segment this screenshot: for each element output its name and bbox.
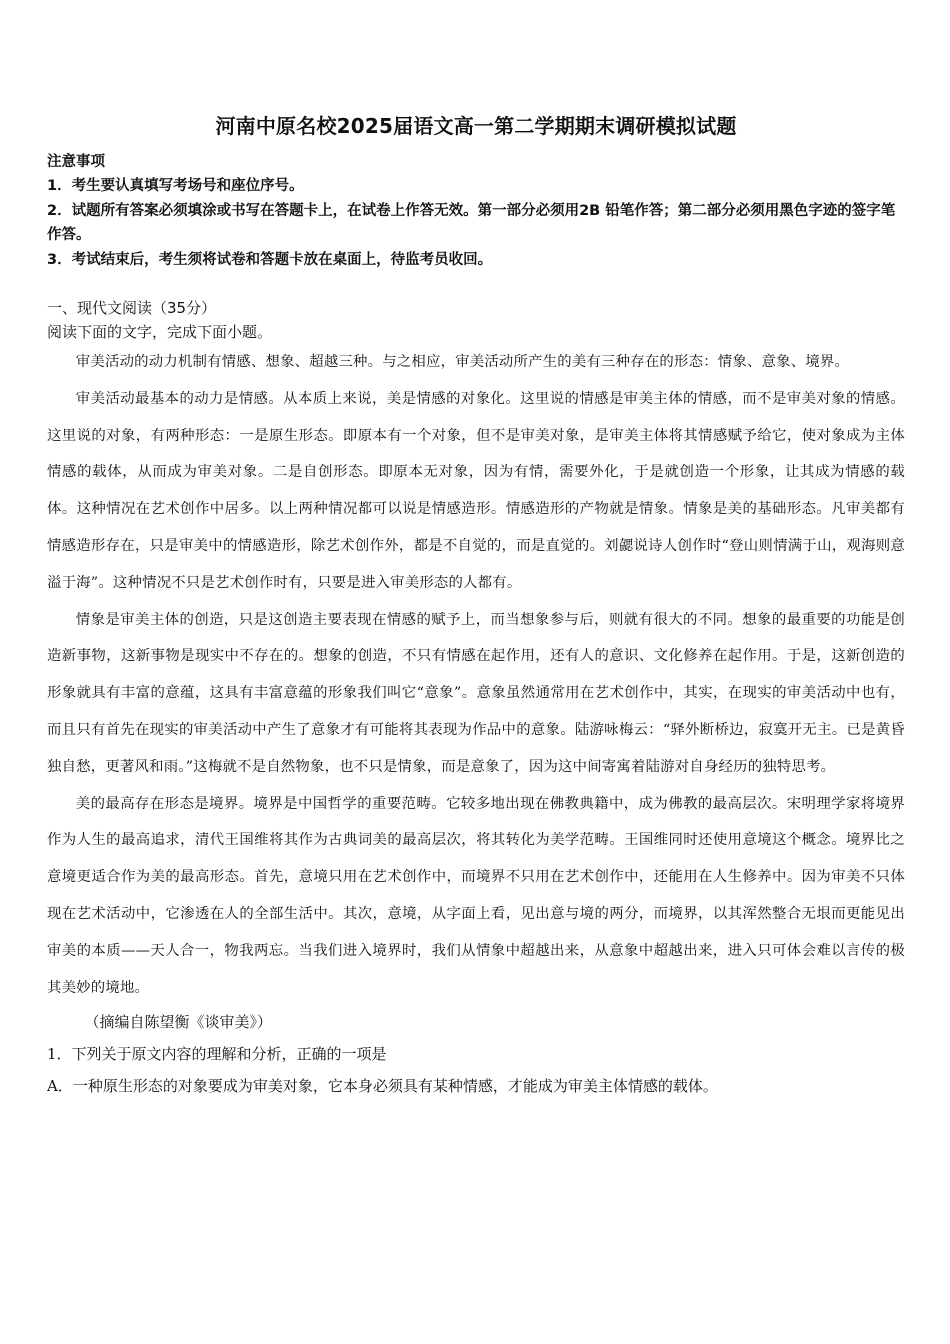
notice-heading: 注意事项 [47, 154, 105, 170]
option-a: A．一种原生形态的对象要成为审美对象，它本身必须具有某种情感，才能成为审美主体情感的载体。 [47, 1077, 718, 1096]
notice-block [47, 150, 905, 272]
passage-source: （摘编自陈望衡《谈审美》） [84, 1013, 273, 1032]
notice-item-2: 2．试题所有答案必须填涂或书写在答题卡上，在试卷上作答无效。第一部分必须用2B 铅笔作答；第二部分必须用黑色字迹的签字笔作答。 [47, 202, 896, 243]
section-intro: 阅读下面的文字，完成下面小题。 [47, 323, 273, 341]
passage-paragraph-1: 审美活动的动力机制有情感、想象、超越三种。与之相应，审美活动所产生的美有三种存在的形态：情象、意象、境界。 [75, 354, 850, 370]
notice-item-1: 1．考生要认真填写考场号和座位序号。 [47, 178, 304, 194]
passage-paragraph-4: 美的最高存在形态是境界。境界是中国哲学的重要范畴。它较多地出现在佛教典籍中，成为佛教的最高层次。宋明理学家将境界作为人生的最高追求，清代王国维将其作为古典词美的最高层次，将其转化为美学范畴。王国维同时还使用意境这个概念。境界比之意境更适合作为美的最高形态。首先，意境只用在艺术创作中，而境界不只用在艺术创作中，还能用在人生修养中。因为审美不只体现在艺术活动中，它渗透在人的全部生活中。其次，意境，从字面上看，见出意与境的两分，而境界，以其浑然整合无垠而更能见出审美的本质——天人合一，物我两忘。当我们进入境界时，我们从情象中超越出来，从意象中超越出来，进入只可体会难以言传的极其美妙的境地。 [47, 795, 905, 996]
notice-item-3: 3．考试结束后，考生须将试卷和答题卡放在桌面上，待监考员收回。 [47, 251, 493, 268]
passage-paragraph-2: 审美活动最基本的动力是情感。从本质上来说，美是情感的对象化。这里说的情感是审美主体的情感，而不是审美对象的情感。这里说的对象，有两种形态：一是原生形态。即原本有一个对象，但不是审美对象，是审美主体将其情感赋予给它，使对象成为主体情感的载体，从而成为审美对象。二是自创形态。即原本无对象，因为有情，需要外化，于是就创造一个形象，让其成为情感的载体。这种情况在艺术创作中居多。以上两种情况都可以说是情感造形。情感造形的产物就是情象。情象是美的基础形态。凡审美都有情感造形存在，只是审美中的情感造形，除艺术创作外，都是不自觉的，而是直觉的。刘勰说诗人创作时“登山则情满于山，观海则意溢于海”。这种情况不只是艺术创作时有，只要是进入审美形态的人都有。 [47, 390, 905, 591]
question-1 [47, 1038, 905, 1102]
exam-page [47, 112, 905, 1102]
page-title: 河南中原名校2025届语文高一第二学期期末调研模拟试题 [215, 114, 737, 138]
passage-paragraph-3: 情象是审美主体的创造，只是这创造主要表现在情感的赋予上，而当想象参与后，则就有很大的不同。想象的最重要的功能是创造新事物，这新事物是现实中不存在的。想象的创造，不只有情感在起作用，还有人的意识、文化修养在起作用。于是，这新创造的形象就具有丰富的意蕴，这具有丰富意蕴的形象我们叫它“意象”。意象虽然通常用在艺术创作中，其实，在现实的审美活动中也有，而且只有首先在现实的审美活动中产生了意象才有可能将其表现为作品中的意象。陆游咏梅云：“驿外断桥边，寂寞开无主。已是黄昏独自愁，更著风和雨。”这梅就不是自然物象，也不只是情象，而是意象了，因为这中间寄寓着陆游对自身经历的独特思考。 [47, 611, 905, 775]
reading-section [47, 296, 905, 1038]
spacer [47, 272, 905, 296]
question-stem: 1．下列关于原文内容的理解和分析，正确的一项是 [47, 1045, 387, 1064]
section-heading: 一、现代文阅读（35分） [47, 299, 217, 317]
